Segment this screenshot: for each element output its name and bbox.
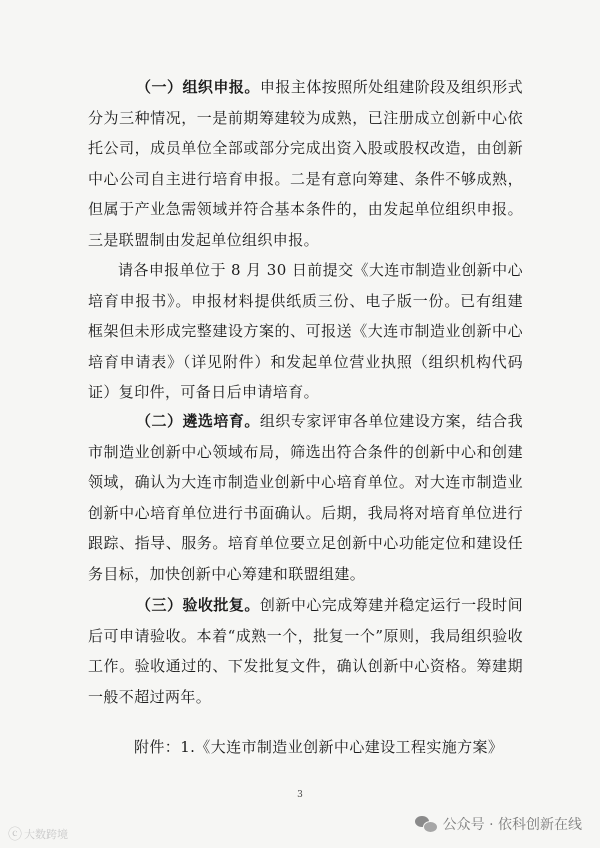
paragraph-text-2: 请各申报单位于 8 月 30 日前提交《大连市制造业创新中心培育申报书》。申报材料提供纸质三份、电子版一份。已有组建框架但未形成完整建设方案的、可报送《大连市制造业创新中心培育申请表》（详见附件）和发起单位营业执照（组织机构代码证）复印件，可备日后申请培育。	[88, 261, 523, 401]
paragraph-text-4: 创新中心完成筹建并稳定运行一段时间后可申请验收。本着“成熟一个，批复一个”原则，我局组织验收工作。验收通过的、下发批复文件，确认创新中心资格。筹建期一般不超过两年。	[88, 596, 523, 706]
watermark-left	[8, 824, 68, 844]
paragraph-submission-deadline	[88, 255, 523, 408]
section-heading-3: （三）验收批复。	[136, 596, 260, 614]
watermark-right	[415, 814, 582, 834]
section-heading-1: （一）组织申报。	[136, 78, 260, 96]
wechat-icon	[415, 815, 437, 833]
paragraph-acceptance-approval	[88, 590, 523, 712]
paragraph-text-3: 组织专家评审各单位建设方案，结合我市制造业创新中心领域布局，筛选出符合条件的创新中心和创建领域，确认为大连市制造业创新中心培育单位。对大连市制造业创新中心培育单位进行书面确认。后期，我局将对培育单位进行跟踪、指导、服务。培育单位要立足创新中心功能定位和建设任务目标，加快创新中心筹建和联盟组建。	[88, 412, 523, 583]
watermark-left-text: 大数跨境	[24, 828, 68, 841]
paragraph-organize-application	[88, 72, 523, 255]
watermark-right-text: 公众号 · 依科创新在线	[442, 817, 582, 833]
paragraph-selection-cultivation	[88, 406, 523, 589]
section-heading-2: （二）遴选培育。	[136, 412, 260, 430]
spiral-logo-icon: ⓒ	[8, 827, 22, 843]
paragraph-text-1: 申报主体按照所处组建阶段及组织形式分为三种情况，一是前期筹建较为成熟，已注册成立创新中心依托公司，成员单位全部或部分完成出资入股或股权改造，由创新中心公司自主进行培育申报。二是有意向筹建、条件不够成熟，但属于产业急需领域并符合基本条件的，由发起单位组织申报。三是联盟制由发起单位组织申报。	[88, 78, 523, 249]
attachment-line: 附件：1.《大连市制造业创新中心建设工程实施方案》	[134, 738, 504, 756]
page-number: 3	[297, 790, 303, 800]
